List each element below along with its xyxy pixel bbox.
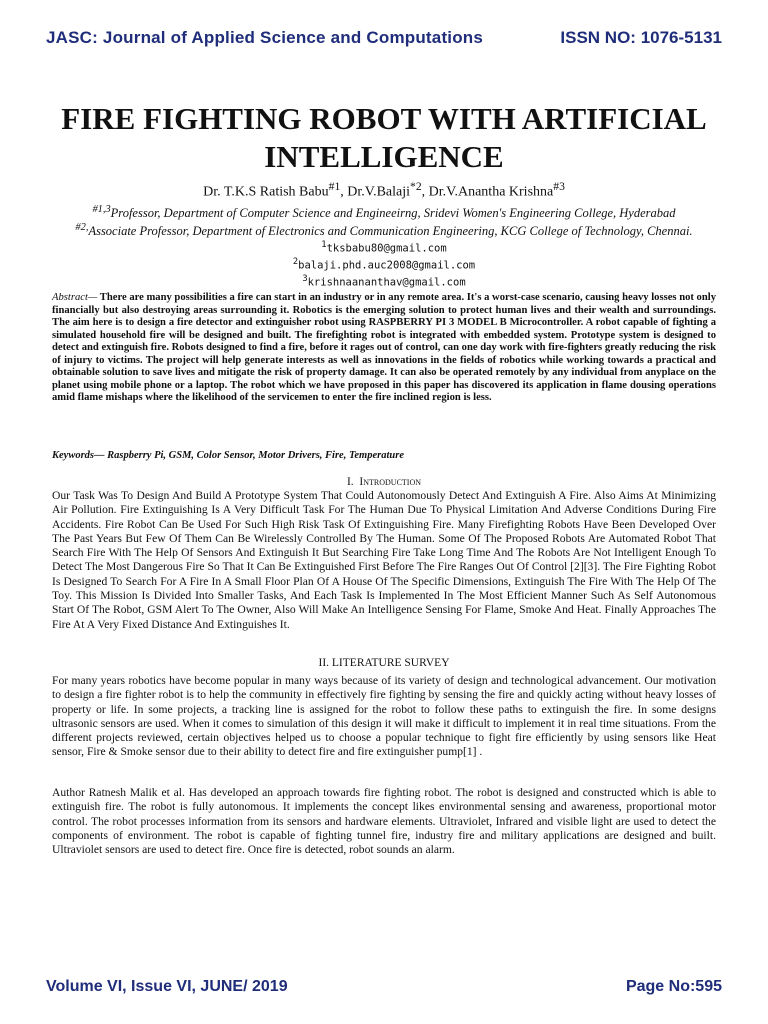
email-1-text: tksbabu80@gmail.com <box>326 242 447 255</box>
paper-title: FIRE FIGHTING ROBOT WITH ARTIFICIAL INTELLIGENCE <box>61 101 707 174</box>
email-2[interactable] <box>0 257 768 272</box>
email-1[interactable] <box>0 240 768 255</box>
section-1-title: Introduction <box>359 476 422 488</box>
author-2-sup: *2 <box>410 180 422 193</box>
footer-page-number: Page No:595 <box>625 978 722 995</box>
affiliation-2 <box>30 222 738 239</box>
email-3-text: krishnaananthav@gmail.com <box>307 276 466 289</box>
issn-header: ISSN NO: 1076-5131 <box>560 28 722 47</box>
keywords: Keywords— Raspberry Pi, GSM, Color Sensor, Motor Drivers, Fire, Temperature <box>52 450 404 461</box>
author-line: Dr. T.K.S Ratish Babu$^{\#1}$, Dr.V.Balaji$^{*2}$, Dr.V.Anantha Krishna$^{\#3}$ <box>203 180 565 200</box>
footer-volume: Volume VI, Issue VI, JUNE/ 2019 <box>46 978 288 995</box>
abstract <box>52 292 716 405</box>
section-heading-introduction <box>0 476 768 488</box>
abstract-label: Abstract— <box>52 292 98 303</box>
email-3[interactable] <box>0 274 768 289</box>
email-1-sup: 1 <box>321 240 327 250</box>
author-3: Dr.V.Anantha Krishna <box>428 184 554 200</box>
literature-paragraph-1: For many years robotics have become popular in many ways because of its variety of design and technological advancement. Our motivation to design a fire fighter robot is to help the community in effectively fire fighting by sensing the fire and quickly acting without heavy losses of property or life. In some projects, a tracking line is assigned for the robot to follow these paths to extinguish the fire. In some designs ultrasonic sensors are used. When it comes to simulation of this design it will make it difficult to implement it in real time situations. From the different projects reviewed, certain objectives helped us to choose a popular technique to fight fire efficiently by using sensors like Heat sensor, Fire & Smoke sensor due to their ability to detect fire and fire extinguisher pump[1] . <box>52 674 716 759</box>
author-1-sup: #1 <box>328 180 341 193</box>
email-3-sup: 3 <box>302 274 308 284</box>
abstract-text: There are many possibilities a fire can start in an industry or in any remote area. It's a worst-case scenario, causing heavy losses not only financially but also destroying areas surrounding it. Robotics is the emerging solution to protect human lives and their wealth and surroundings. The aim here is to design a fire detector and extinguisher robot using RASPBERRY PI 3 MODEL B Microcontroller. A robot capable of fighting a simulated household fire will be designed and built. The firefighting robot is integrated with embedded system. Prototype system is designed to detect and extinguish fire. Robots designed to find a fire, before it rages out of control, can one day work with fire-fighters greatly reducing the risk of injury to victims. The project will help generate interests as well as innovations in the fields of robotics while working towards a practical and obtainable solution to save lives and mitigate the risk of property damage. It can also be operated remotely by any individual from anyplace on the planet using mobile phone or a laptop. The robot which we have proposed in this paper has discovered its application in flame dousing operations amid flame mishaps where the likelihood of the servicemen to enter the fire inclined region is less. <box>52 292 716 403</box>
author-3-sup: #3 <box>553 180 565 193</box>
affiliation-2-sup: #2, <box>75 222 89 233</box>
section-1-number: I. <box>346 476 354 488</box>
affiliation-1-text: Professor, Department of Computer Science and Engineeirng, Sridevi Women's Engineering College, Hyderabad <box>110 206 676 221</box>
section-heading-literature-survey: II. LITERATURE SURVEY <box>318 657 450 669</box>
affiliation-2-text: Associate Professor, Department of Electronics and Communication Engineering, KCG College of Technology, Chennai. <box>88 224 693 239</box>
literature-paragraph-2: Author Ratnesh Malik et al. Has developed an approach towards fire fighting robot. The robot is designed and constructed which is able to extinguish fire. The robot is fully autonomous. It implements the concept likes environmental sensing and awareness, proportional motor control. The robot processes information from its sensors and hardware elements. Ultraviolet, Infrared and visible light are used to detect the components of environment. The robot is capable of fighting tunnel fire, industry fire and military applications are designed and built. Ultraviolet sensors are used to detect fire. Once fire is detected, robot sounds an alarm. <box>52 786 716 857</box>
email-2-sup: 2 <box>292 257 299 267</box>
introduction-paragraph: Our Task Was To Design And Build A Prototype System That Could Autonomously Detect And Extinguish A Fire. Also Aims At Minimizing Air Pollution. Fire Extinguishing Is A Very Difficult Task For The Human Due To Physical Limitation And Adverse Conditions During Fire Accidents. Fire Robot Can Be Used For Such High Risk Task Of Extinguishing Fire. Many Firefighting Robots Have Been Developed Over The Past Years But Few Of Them Can Be Wirelessly Controlled By The Human. Some Of The Proposed Robots Are Automated Robot That Search Fire With The Help Of Sensors And Extinguish It But Searching Fire Take Long Time And The Robots Are Not Intelligent Enough To Detect The Most Dangerous Fire So That It Can Be Extinguished First Before The Fire Ranges Out Of Control [2][3]. The Fire Fighting Robot Is Designed To Search For A Fire In A Small Floor Plan Of A House Of The Specific Dimensions, Extinguish The Fire With The Help Of The Toy. This Mission Is Divided Into Smaller Tasks, And Each Task Is Implemented In The Most Efficient Manner Such As Self Autonomous Start Of The Robot, GSM Alert To The Owner, Also Will Make An Intelligence Sensing For Flame, Smoke And Heat. Finally Approaches The Fire At A Very Fixed Distance And Extinguishes It. <box>52 489 716 631</box>
author-2: Dr.V.Balaji <box>347 184 411 200</box>
journal-header: JASC: Journal of Applied Science and Computations <box>46 28 484 47</box>
affiliation-1 <box>30 204 738 221</box>
author-1: Dr. T.K.S Ratish Babu <box>203 184 329 200</box>
affiliation-1-sup: #1,3 <box>92 204 111 215</box>
email-2-text: balaji.phd.auc2008@gmail.com <box>298 259 476 272</box>
